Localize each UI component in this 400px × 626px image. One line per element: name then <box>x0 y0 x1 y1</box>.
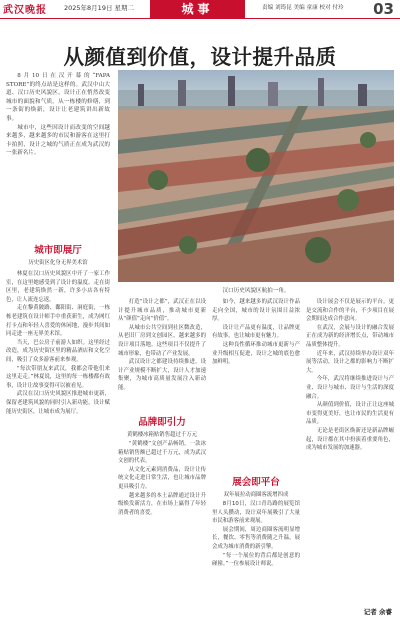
body-paragraph: 这种良性循环推动城市更新与产业升级相互促进，设计之城的底色愈加鲜明。 <box>212 341 300 366</box>
body-paragraph: 武汉设计之都建设持续推进，设计产业规模不断扩大，设计人才加速集聚，为城市高质量发展注入新动能。 <box>118 359 206 391</box>
body-paragraph: 近年来，武汉持续举办设计双年展等活动，设计之都的影响力不断扩大。 <box>306 350 394 374</box>
body-paragraph: 在武汉，会展与设计的融合发展正在成为新的经济增长点，带动城市品质整体提升。 <box>306 324 394 348</box>
body-paragraph: 从城市公共空间到社区微改造，从老旧厂房到文创园区，越来越多的设计项目落地。这些项目不仅提升了城市形象，也带动了产业发展。 <box>118 324 206 357</box>
body-paragraph: 从颜值到价值，设计正让这座城市变得更美好，也让市民的生活更有品质。 <box>306 402 394 426</box>
body-paragraph: 展会期间，周边商圈客流明显增长，餐饮、零售等消费随之升温，展会成为城市消费的新引擎。 <box>212 526 300 550</box>
subhead-city-gallery <box>6 242 110 266</box>
body-paragraph: 当天，巴公房子前游人如织。这里经过改造，成为历史街区里的精品酒店和文化空间，吸引了众多游客前来参观。 <box>6 339 110 363</box>
lede-paragraph: 8月10日在汉开幕的“FAPA STORE”的终点站是这样的。武汉中山大道、汉口历史风貌区，设计正在悄然改变城市的面貌和气质。从一栋楼的修缮，到一条街的焕新，设计让老建筑讲出新故事。 <box>6 73 110 122</box>
subhead-title: 城市即展厅 <box>34 245 82 256</box>
body-paragraph: 8月10日，汉口青岛路的展览馆里人头攒动，设计双年展吸引了大量市民和游客前来观展。 <box>212 501 300 525</box>
header-rule <box>0 18 400 19</box>
body-paragraph: 武汉在汉口历史风貌区推进城市更新，保留老建筑风貌的同时引入新功能，设计赋能历史街区，让城市成为展厅。 <box>6 391 110 415</box>
newspaper-logo: 武汉晚报 <box>3 5 47 16</box>
column-2-top <box>118 298 206 408</box>
body-paragraph: 设计让产品更有温度，让品牌更有故事，也让城市更有魅力。 <box>212 324 300 340</box>
headline: 从颜值到价值，设计提升品质 <box>63 45 337 69</box>
subhead-expo-platform <box>212 474 300 498</box>
subhead-subtitle: 双年展拉动商圈客流增四成 <box>223 492 289 498</box>
body-paragraph: 越来越多的本土品牌通过设计升级焕发新活力，在市场上赢得了年轻消费者的喜爱。 <box>118 492 206 516</box>
section-banner: 城事 <box>150 0 245 18</box>
photo-caption: 汉口历史风貌区航拍一角。 <box>222 288 290 294</box>
subhead-brand-appeal <box>118 414 206 438</box>
body-paragraph: 从文化元素到消费品，设计让传统文化走进日常生活，也让城市品牌更具吸引力。 <box>118 466 206 490</box>
body-paragraph: 走在黎黄陂路、鄱阳街、洞庭街，一栋栋老建筑在设计师手中重获新生，成为网红打卡点和年轻人喜爱的休闲地，漫步其间如同走进一座无界美术馆。 <box>6 305 110 338</box>
column-3-body <box>212 500 300 620</box>
issue-date: 2025年8月19日 星期二 <box>64 4 135 12</box>
body-paragraph: “黄鹤楼”文创产品畅销，一款冰箱贴销售额已超过千万元，成为武汉文创的代表。 <box>118 441 206 465</box>
body-paragraph: “每一个展位的背后都是创意的碰撞。”一位参展设计师说。 <box>212 552 300 568</box>
aerial-city-image <box>118 70 394 282</box>
subhead-title: 品牌即引力 <box>138 417 186 428</box>
aerial-photo <box>118 70 394 282</box>
column-3-top <box>212 298 300 468</box>
reporter-byline: 记者 余睿 <box>363 608 392 616</box>
subhead-subtitle: 历史街区化身无界美术馆 <box>28 260 88 266</box>
page-number: 03 <box>373 0 394 18</box>
column-4-body <box>306 298 394 602</box>
body-paragraph: “每次带朋友来武汉，我都会带他们来这里走走。”林夏说，这里的每一栋楼都有故事，设计让故事变得可以被看见。 <box>6 365 110 389</box>
column-2-body <box>118 440 206 620</box>
column-1-body <box>6 270 110 602</box>
body-paragraph: 林夏在汉口历史风貌区中开了一家工作室，在这里她感受到了设计的温度。走在街区里，老建筑焕然一新，许多小店各有特色，让人流连忘返。 <box>6 271 110 303</box>
subhead-subtitle: 黄鹤楼冰箱贴销售超过千万元 <box>126 432 198 438</box>
body-paragraph: 今年，武汉将继续推进设计与产业、设计与城市、设计与生活的深度融合。 <box>306 376 394 400</box>
editor-credits: 责编 刘筠昆 美编 童康 校对 付玲 <box>262 5 344 11</box>
body-paragraph: 打造“设计之都”，武汉正在以设计提升城市品质，推动城市更新从“颜值”走向“价值”。 <box>118 299 206 323</box>
lede-paragraph: 城市中，这些因设计而改变的空间越来越多，越来越多的市民和游客在这里打卡拍照，设计之城的气质正在成为武汉的一张新名片。 <box>6 124 110 157</box>
body-paragraph: 如今，越来越多的武汉设计作品走向全国，城市的设计氛围日益浓厚。 <box>212 299 300 323</box>
body-paragraph: 设计展会不仅是展示的平台，更是交流和合作的平台，不少项目在展会期间达成合作意向。 <box>306 299 394 323</box>
lede-column <box>6 72 110 236</box>
body-paragraph: 无论是老街区焕新还是新品牌崛起，设计都在其中扮演着重要角色，成为城市发展的加速器。 <box>306 427 394 452</box>
subhead-title: 展会即平台 <box>232 477 280 488</box>
